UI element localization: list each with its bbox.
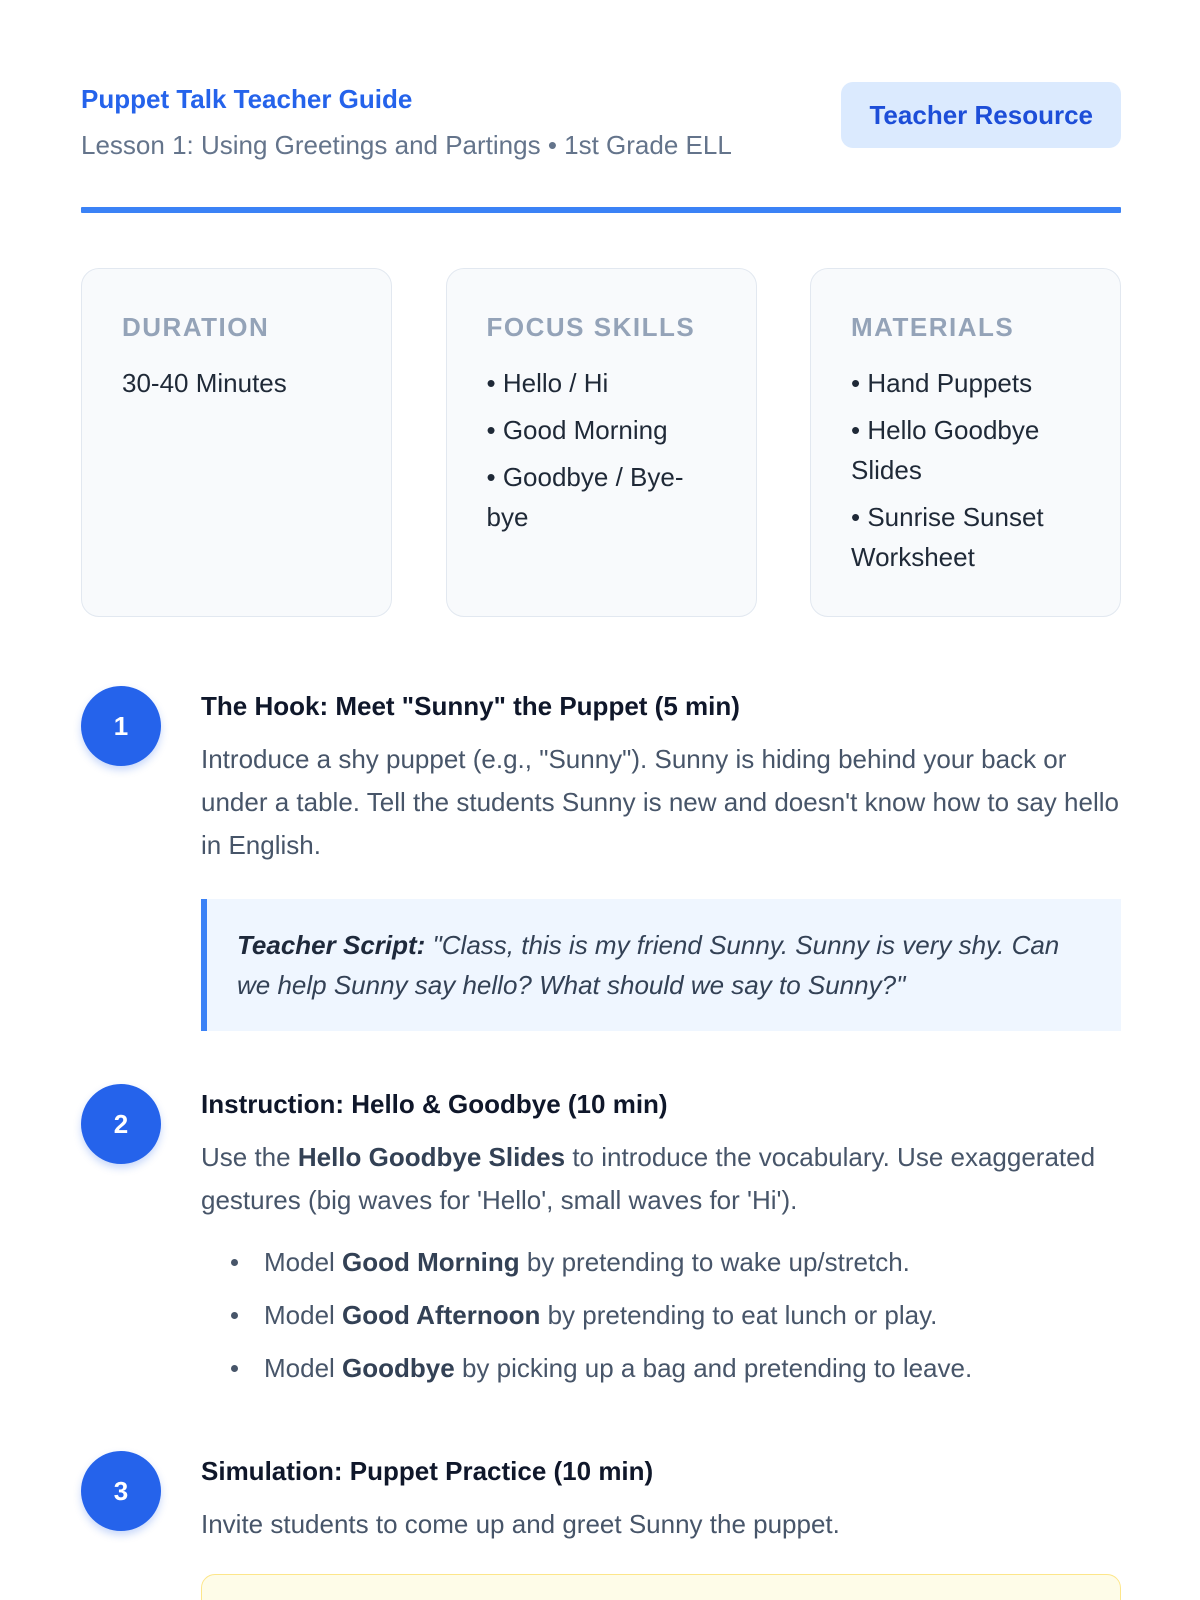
text-segment: Model <box>264 1300 343 1330</box>
focus-skills-list <box>487 363 716 537</box>
info-cards <box>81 268 1121 617</box>
step-description: Invite students to come up and greet Sunny the puppet. <box>201 1509 840 1539</box>
duration-label: DURATION <box>122 312 270 342</box>
vocab-term: Goodbye <box>342 1353 455 1383</box>
duration-card <box>81 268 392 617</box>
step-number-badge: 3 <box>81 1451 161 1531</box>
text-segment: by pretending to wake up/stretch. <box>519 1247 910 1277</box>
step-description: Introduce a shy puppet (e.g., "Sunny"). Sunny is hiding behind your back or under a table. Tell the students Sunny is new and doesn't know how to say hello in English. <box>201 744 1119 860</box>
step-number-badge: 1 <box>81 686 161 766</box>
modeling-list <box>201 1242 1121 1388</box>
modeling-item <box>264 1348 1121 1388</box>
step-body <box>201 1084 1121 1401</box>
vocab-term: Good Afternoon <box>342 1300 541 1330</box>
materials-item: • Hand Puppets <box>851 368 1033 398</box>
materials-card <box>810 268 1121 617</box>
text-segment: to introduce the vocabulary. Use exaggerated gestures (big waves for 'Hello', small waves for 'Hi'). <box>201 1142 1096 1215</box>
materials-list <box>851 363 1080 577</box>
text-segment: by pretending to eat lunch or play. <box>540 1300 938 1330</box>
teacher-script-text: "Class, this is my friend Sunny. Sunny is very shy. Can we help Sunny say hello? What should we say to Sunny?" <box>237 930 1060 1000</box>
vocab-term: Good Morning <box>342 1247 520 1277</box>
focus-skill-item: • Goodbye / Bye-bye <box>486 462 684 532</box>
teacher-script-callout <box>201 899 1121 1031</box>
modeling-item <box>264 1242 1121 1282</box>
teacher-resource-badge[interactable]: Teacher Resource <box>841 82 1121 148</box>
focus-skill-item: • Hello / Hi <box>486 368 609 398</box>
text-segment: Model <box>264 1247 343 1277</box>
teacher-script-label: Teacher Script: <box>237 930 426 960</box>
guide-header <box>81 82 1121 162</box>
step-title: Instruction: Hello & Goodbye (10 min) <box>201 1089 668 1119</box>
materials-label: MATERIALS <box>851 312 1015 342</box>
step-title: The Hook: Meet "Sunny" the Puppet (5 min) <box>201 691 740 721</box>
materials-item: • Sunrise Sunset Worksheet <box>851 502 1044 572</box>
header-divider <box>81 207 1121 213</box>
text-segment: by picking up a bag and pretending to leave. <box>454 1353 973 1383</box>
lesson-subtitle: Lesson 1: Using Greetings and Partings • 1st Grade ELL <box>81 130 732 160</box>
step-body <box>201 1451 1121 1546</box>
materials-item: • Hello Goodbye Slides <box>851 415 1040 485</box>
practice-tip-callout <box>201 1574 1121 1600</box>
text-segment: Use the <box>201 1142 298 1172</box>
guide-title: Puppet Talk Teacher Guide <box>81 84 413 114</box>
modeling-item <box>264 1295 1121 1335</box>
focus-skills-card <box>446 268 757 617</box>
text-segment: Model <box>264 1353 343 1383</box>
step-number-badge: 2 <box>81 1084 161 1164</box>
focus-skills-label: FOCUS SKILLS <box>486 312 696 342</box>
focus-skill-item: • Good Morning <box>486 415 668 445</box>
step-title: Simulation: Puppet Practice (10 min) <box>201 1456 654 1486</box>
duration-value: 30-40 Minutes <box>122 368 287 398</box>
step-description <box>201 1136 1121 1222</box>
slides-reference: Hello Goodbye Slides <box>297 1142 566 1172</box>
step-body <box>201 686 1121 1031</box>
